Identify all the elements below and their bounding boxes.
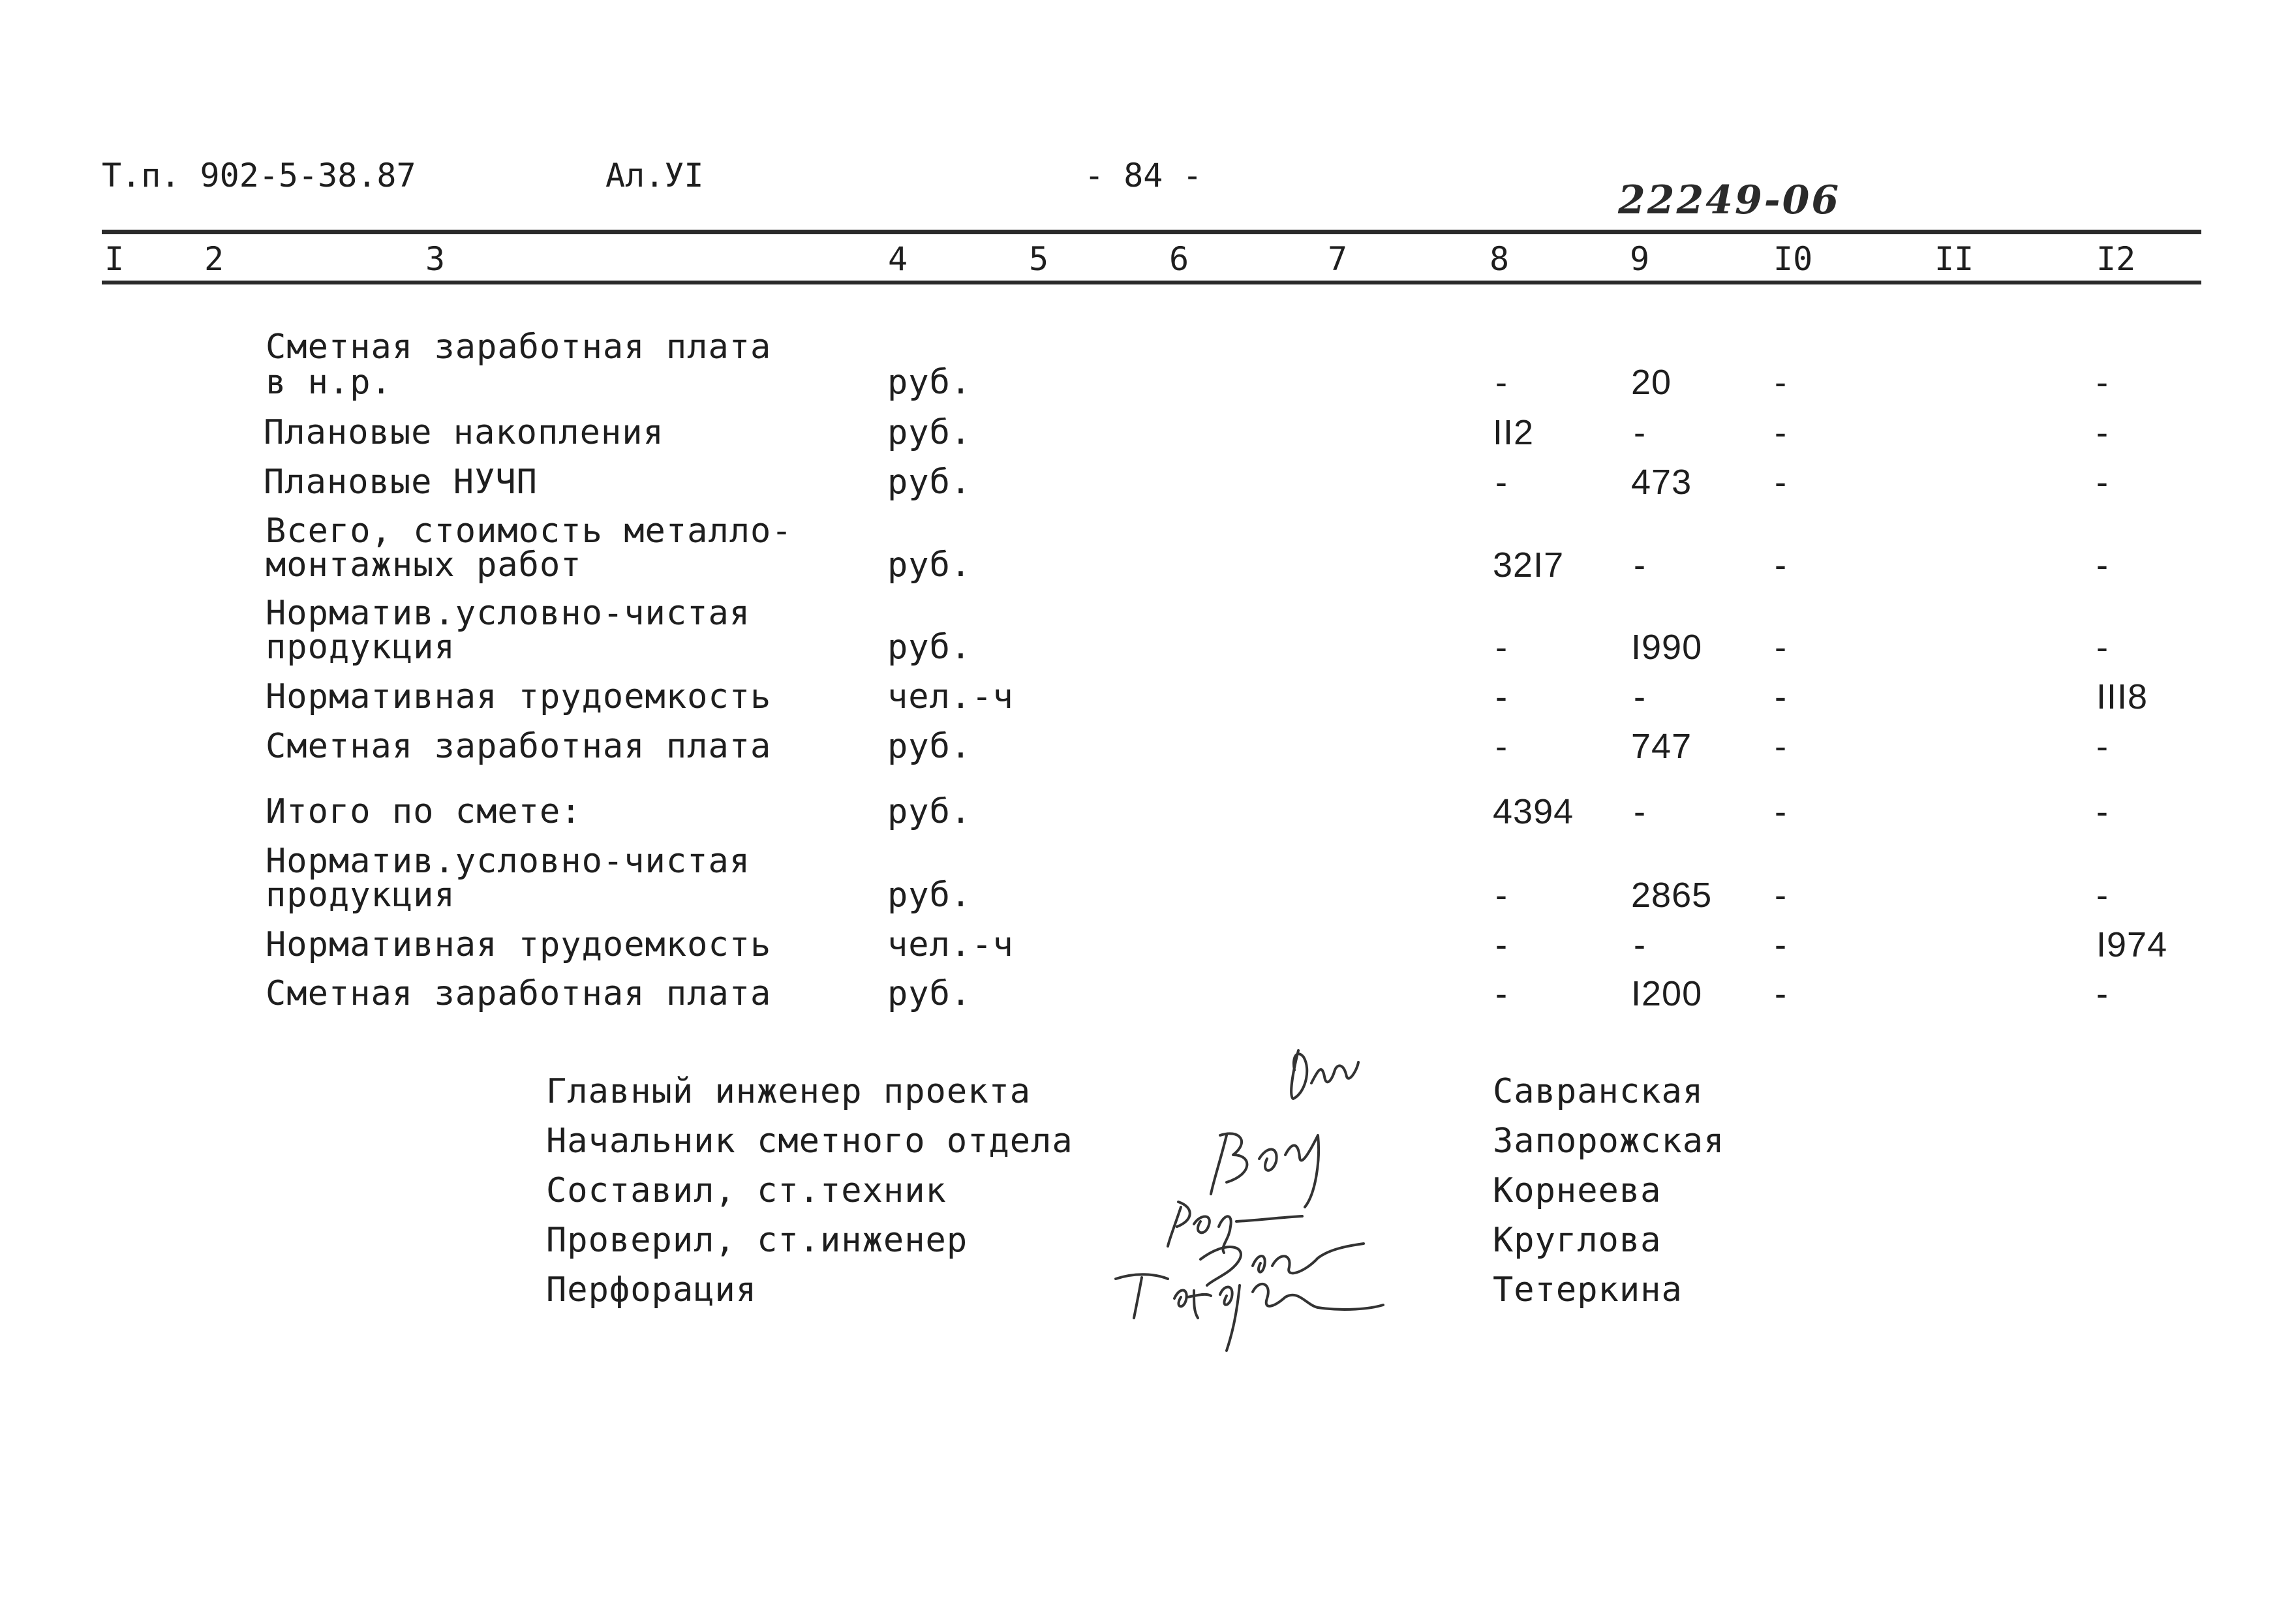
cell-col9: I990 [1631, 628, 1703, 667]
cell-col10: - [1775, 974, 1787, 1013]
project-code: Т.п. 902-5-38.87 [102, 157, 416, 194]
row-name: Сметная заработная плата [266, 328, 772, 367]
column-number: 7 [1328, 240, 1348, 278]
handwritten-signatures [1096, 1031, 1435, 1370]
cell-col10: - [1775, 792, 1787, 831]
column-number: 9 [1630, 240, 1650, 278]
column-number: I0 [1773, 240, 1813, 278]
row-unit: руб. [887, 876, 972, 915]
signatory-name: Савранская [1493, 1072, 1704, 1111]
cell-col10: - [1775, 413, 1787, 452]
row-unit: руб. [887, 545, 972, 585]
row-unit: чел.-ч [887, 925, 1014, 964]
cell-col12: III8 [2096, 677, 2148, 716]
row-unit: руб. [887, 628, 972, 667]
row-name: продукция [266, 628, 455, 667]
cell-col12: - [2096, 413, 2109, 452]
row-unit: руб. [887, 727, 972, 766]
cell-col8: 4394 [1493, 792, 1574, 831]
cell-col9: - [1634, 413, 1646, 452]
header-rule-top [102, 230, 2201, 234]
row-name: продукция [266, 876, 455, 915]
row-name: Норматив.условно-чистая [266, 842, 751, 881]
cell-col8: - [1495, 876, 1508, 915]
row-unit: руб. [887, 363, 972, 402]
signatory-name: Корнеева [1493, 1171, 1662, 1210]
handwritten-doc-number: 22249-06 [1618, 177, 1841, 223]
row-name: Всего, стоимость металло- [266, 512, 793, 551]
cell-col12: - [2096, 792, 2109, 831]
cell-col8: - [1495, 677, 1508, 716]
cell-col12: - [2096, 545, 2109, 585]
row-name: монтажных работ [266, 545, 582, 585]
cell-col12: I974 [2096, 925, 2168, 964]
cell-col8: II2 [1493, 413, 1535, 452]
signatory-title: Перфорация [546, 1270, 757, 1310]
cell-col12: - [2096, 363, 2109, 402]
row-unit: руб. [887, 974, 972, 1013]
page-number: - 84 - [1084, 157, 1202, 194]
cell-col9: - [1634, 792, 1646, 831]
row-name: Нормативная трудоемкость [266, 925, 772, 964]
row-name: Норматив.условно-чистая [266, 594, 751, 633]
cell-col9: I200 [1631, 974, 1703, 1013]
cell-col8: - [1495, 628, 1508, 667]
signatory-name: Тетеркина [1493, 1270, 1683, 1310]
column-number: 3 [425, 240, 446, 278]
cell-col10: - [1775, 925, 1787, 964]
cell-col12: - [2096, 628, 2109, 667]
row-name: Сметная заработная плата [266, 727, 772, 766]
cell-col12: - [2096, 727, 2109, 766]
cell-col8: - [1495, 363, 1508, 402]
signatory-title: Главный инженер проекта [546, 1072, 1031, 1111]
row-unit: руб. [887, 413, 972, 452]
cell-col10: - [1775, 463, 1787, 502]
cell-col12: - [2096, 463, 2109, 502]
cell-col9: 473 [1631, 463, 1692, 502]
row-unit: руб. [887, 792, 972, 831]
cell-col10: - [1775, 677, 1787, 716]
cell-col12: - [2096, 974, 2109, 1013]
header-rule-bottom [102, 281, 2201, 284]
signatory-title: Проверил, ст.инженер [546, 1221, 968, 1260]
cell-col9: - [1634, 677, 1646, 716]
signatory-name: Запорожская [1493, 1122, 1725, 1161]
column-number: I [104, 240, 125, 278]
cell-col10: - [1775, 876, 1787, 915]
column-number: II [1934, 240, 1974, 278]
row-name: Итого по смете: [266, 792, 582, 831]
cell-col8: 32I7 [1493, 545, 1565, 585]
row-name: Плановые НУЧП [264, 463, 538, 502]
column-number: 4 [888, 240, 908, 278]
column-number: 8 [1490, 240, 1510, 278]
column-number: 5 [1029, 240, 1049, 278]
column-number: 6 [1169, 240, 1189, 278]
cell-col10: - [1775, 363, 1787, 402]
album-number: Ал.УI [605, 157, 704, 194]
cell-col9: 20 [1631, 363, 1672, 402]
signatory-title: Начальник сметного отдела [546, 1122, 1073, 1161]
cell-col8: - [1495, 925, 1508, 964]
cell-col8: - [1495, 974, 1508, 1013]
row-name: Плановые накопления [264, 413, 664, 452]
row-unit: чел.-ч [887, 677, 1014, 716]
cell-col10: - [1775, 628, 1787, 667]
row-name: Сметная заработная плата [266, 974, 772, 1013]
column-number: 2 [204, 240, 224, 278]
column-number: I2 [2096, 240, 2136, 278]
cell-col8: - [1495, 727, 1508, 766]
cell-col9: 2865 [1631, 876, 1713, 915]
cell-col10: - [1775, 545, 1787, 585]
row-unit: руб. [887, 463, 972, 502]
signatory-name: Круглова [1493, 1221, 1662, 1260]
cell-col9: - [1634, 925, 1646, 964]
cell-col12: - [2096, 876, 2109, 915]
row-name: Нормативная трудоемкость [266, 677, 772, 716]
row-name: в н.р. [266, 363, 392, 402]
cell-col10: - [1775, 727, 1787, 766]
cell-col9: - [1634, 545, 1646, 585]
signatory-title: Составил, ст.техник [546, 1171, 947, 1210]
cell-col9: 747 [1631, 727, 1692, 766]
cell-col8: - [1495, 463, 1508, 502]
